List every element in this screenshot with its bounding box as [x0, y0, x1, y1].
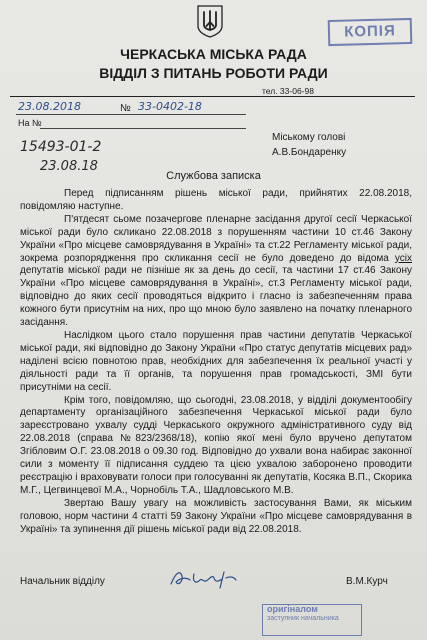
number-sign: №	[120, 103, 131, 114]
reply-underline	[40, 128, 246, 129]
paragraph-1: Перед підписанням рішень міської ради, прийнятих 22.08.2018, повідомляю наступне.	[20, 188, 412, 212]
addressee-position: Міському голові	[272, 132, 346, 143]
signatory-name: В.М.Курч	[346, 576, 388, 587]
signature-scribble-icon	[168, 568, 238, 590]
reply-prefix: На №	[18, 118, 42, 128]
document-body	[20, 188, 412, 536]
paragraph-4: Крім того, повідомляю, що сьогодні, 23.08.2018, у відділі документообігу департаменту організаційного забезпечення Черкаської міської ради було зареєстровано ухвалу судді Черкаського окружного адміністративного суду від 22.08.2018 (справа №823/2368/18), копію якої мені було вручено депутатом Згібловим О.Г. 23.08.2018 о 09.30 год. Відповідно до ухвали вона набирає законної сили з моменту її підписання суддею та цією ухвалою заборонено проводити реєстрацію і враховувати голоси при голосуванні як депутатів, Косяка В.П., Скорика М.Г., Цегвинцевої М.А., Чорнобіль Т.А., Шадловського М.В.	[20, 394, 412, 496]
addressee-name: А.В.Бондаренку	[272, 147, 347, 158]
original-stamp: оригіналом заступник начальника	[262, 604, 362, 636]
paragraph-5: Звертаю Вашу увагу на можливість застосування Вами, як міським головою, норм частини 4 статті 59 Закону України «Про місцеве самоврядування в Україні» та зупинення дії рішень міської ради від 22.08.2018.	[20, 497, 412, 535]
handwritten-signature	[168, 568, 238, 594]
registration-date: 23.08.2018	[18, 100, 81, 113]
signatory-position: Начальник відділу	[20, 576, 105, 587]
paragraph-2: П'ятдесят сьоме позачергове пленарне засідання другої сесії Черкаської міської ради було скликано 22.08.2018 з порушенням частини 10 ст.46 Закону України «Про місцеве самоврядування в Україні» та ст.22 Регламенту міської ради, зокрема розпорядження про скликання сесії не було доведено до відома усіх депутатів міської ради не пізніше як за день до сесії, та частини 17 ст.46 Закону України «Про місцеве самоврядування в Україні», ст.3 Регламенту міської ради, відповідно до яких сесії проводяться відкрито і гласно із забезпеченням права кожного бути присутнім на них, про що мною було заявлено на початку пленарного засідання.	[20, 213, 412, 329]
council-name: ЧЕРКАСЬКА МІСЬКА РАДА	[120, 46, 307, 62]
header-divider	[10, 96, 415, 97]
incoming-number: 15493-01-2	[20, 139, 102, 155]
paragraph-3: Наслідком цього стало порушення прав частини депутатів Черкаської міської ради, які відповідно до Закону України «Про статус депутатів місцевих рад» наділені всією повнотою прав, необхідних для забезпечення їх реальної участі у діяльності ради та її органів, та порушення прав громадськості, ЗМІ бути присутніми на сесії.	[20, 329, 412, 393]
department-name: ВІДДІЛ З ПИТАНЬ РОБОТИ РАДИ	[99, 65, 328, 81]
registration-number: 33-0402-18	[138, 100, 202, 113]
trident-emblem-icon	[196, 4, 224, 38]
copy-stamp: КОПІЯ	[328, 18, 413, 46]
incoming-date: 23.08.18	[40, 159, 98, 174]
registration-underline	[16, 114, 246, 115]
document-title: Службова записка	[166, 170, 261, 182]
telephone: тел. 33-06-98	[262, 86, 314, 96]
